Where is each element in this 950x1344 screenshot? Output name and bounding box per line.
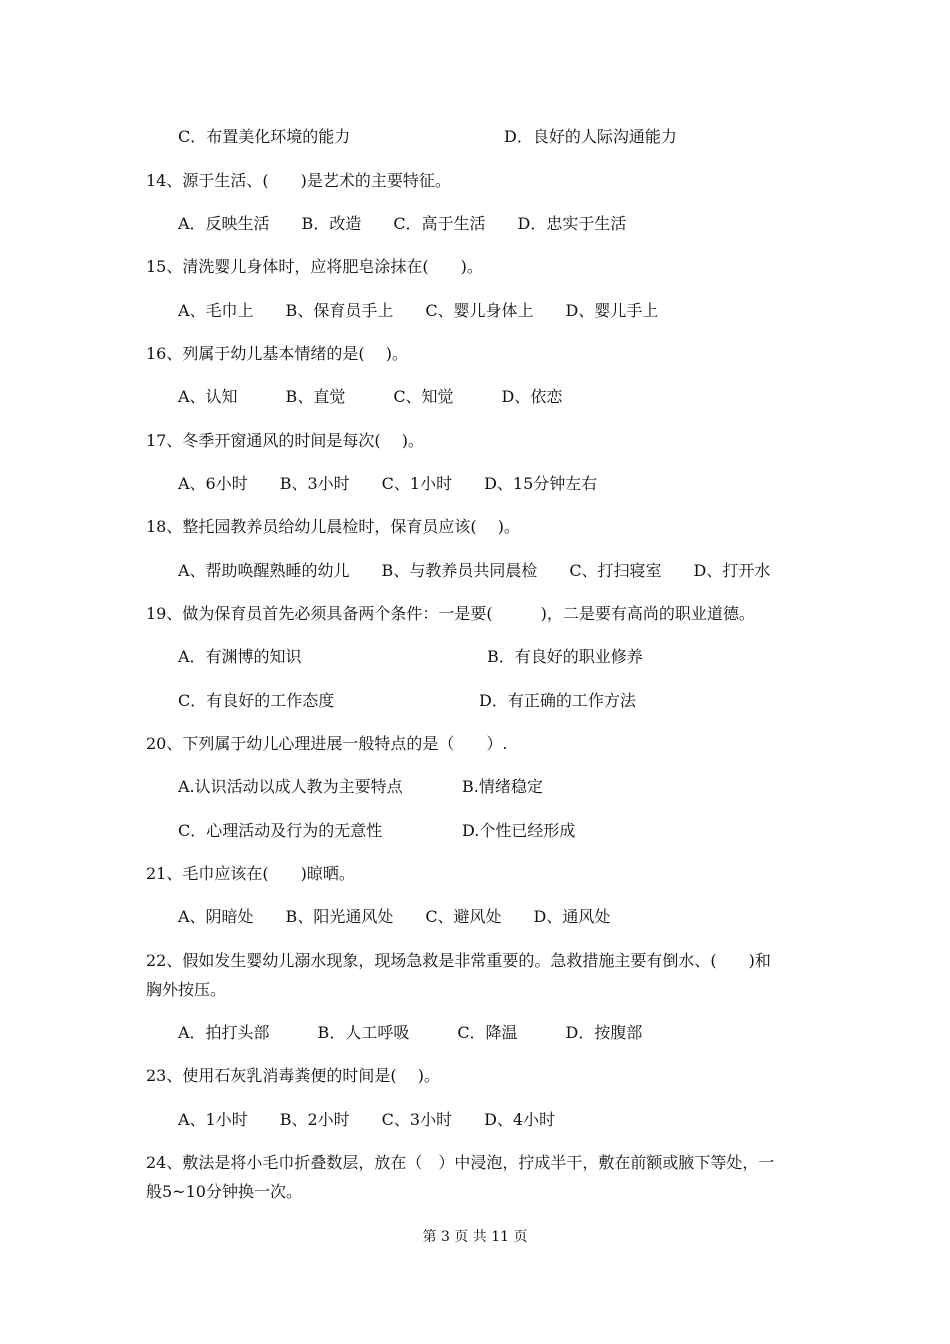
- question-22-continued: 胸外按压。: [146, 980, 227, 999]
- question-20-option-d: D.个性已经形成: [462, 821, 576, 840]
- question-19-option-b: B．有良好的职业修养: [487, 647, 643, 666]
- question-20-option-c: C．心理活动及行为的无意性: [178, 821, 383, 840]
- q13-option-d: D．良好的人际沟通能力: [504, 127, 677, 146]
- q13-option-c: C．布置美化环境的能力: [178, 127, 351, 146]
- question-23: 23、使用石灰乳消毒粪便的时间是( )。: [146, 1066, 440, 1085]
- question-17-options: A、6小时 B、3小时 C、1小时 D、15分钟左右: [178, 474, 598, 493]
- question-15: 15、清洗婴儿身体时，应将肥皂涂抹在( )。: [146, 257, 483, 276]
- question-18: 18、整托园教养员给幼儿晨检时，保育员应该( )。: [146, 517, 520, 536]
- question-16: 16、列属于幼儿基本情绪的是( )。: [146, 344, 408, 363]
- question-19-option-a: A．有渊博的知识: [178, 647, 302, 666]
- page-footer: 第 3 页 共 11 页: [422, 1229, 528, 1245]
- question-16-options: A、认知 B、直觉 C、知觉 D、依恋: [178, 387, 563, 406]
- question-19: 19、做为保育员首先必须具备两个条件：一是要( )，二是要有高尚的职业道德。: [146, 604, 755, 623]
- question-20-option-a: A.认识活动以成人教为主要特点: [178, 777, 403, 796]
- question-21-options: A、阴暗处 B、阳光通风处 C、避风处 D、通风处: [178, 907, 611, 926]
- question-21: 21、毛巾应该在( )晾晒。: [146, 864, 355, 883]
- question-14-options: A．反映生活 B．改造 C．高于生活 D．忠实于生活: [178, 214, 627, 233]
- question-24: 24、敷法是将小毛巾折叠数层，放在（ ）中浸泡，拧成半干，敷在前额或腋下等处，一: [146, 1153, 775, 1172]
- question-20: 20、下列属于幼儿心理进展一般特点的是（ ）.: [146, 734, 508, 753]
- question-19-option-d: D．有正确的工作方法: [479, 691, 636, 710]
- question-19-option-c: C．有良好的工作态度: [178, 691, 335, 710]
- question-24-continued: 般5~10分钟换一次。: [146, 1182, 302, 1201]
- question-22-options: A．拍打头部 B．人工呼吸 C．降温 D．按腹部: [178, 1023, 643, 1042]
- question-15-options: A、毛巾上 B、保育员手上 C、婴儿身体上 D、婴儿手上: [178, 301, 659, 320]
- question-18-options: A、帮助唤醒熟睡的幼儿 B、与教养员共同晨检 C、打扫寝室 D、打开水: [178, 561, 771, 580]
- question-20-option-b: B.情绪稳定: [462, 777, 543, 796]
- question-23-options: A、1小时 B、2小时 C、3小时 D、4小时: [178, 1110, 556, 1129]
- question-14: 14、源于生活、( )是艺术的主要特征。: [146, 171, 451, 190]
- question-22: 22、假如发生婴幼儿溺水现象，现场急救是非常重要的。急救措施主要有倒水、( )和: [146, 951, 771, 970]
- question-17: 17、冬季开窗通风的时间是每次( )。: [146, 431, 424, 450]
